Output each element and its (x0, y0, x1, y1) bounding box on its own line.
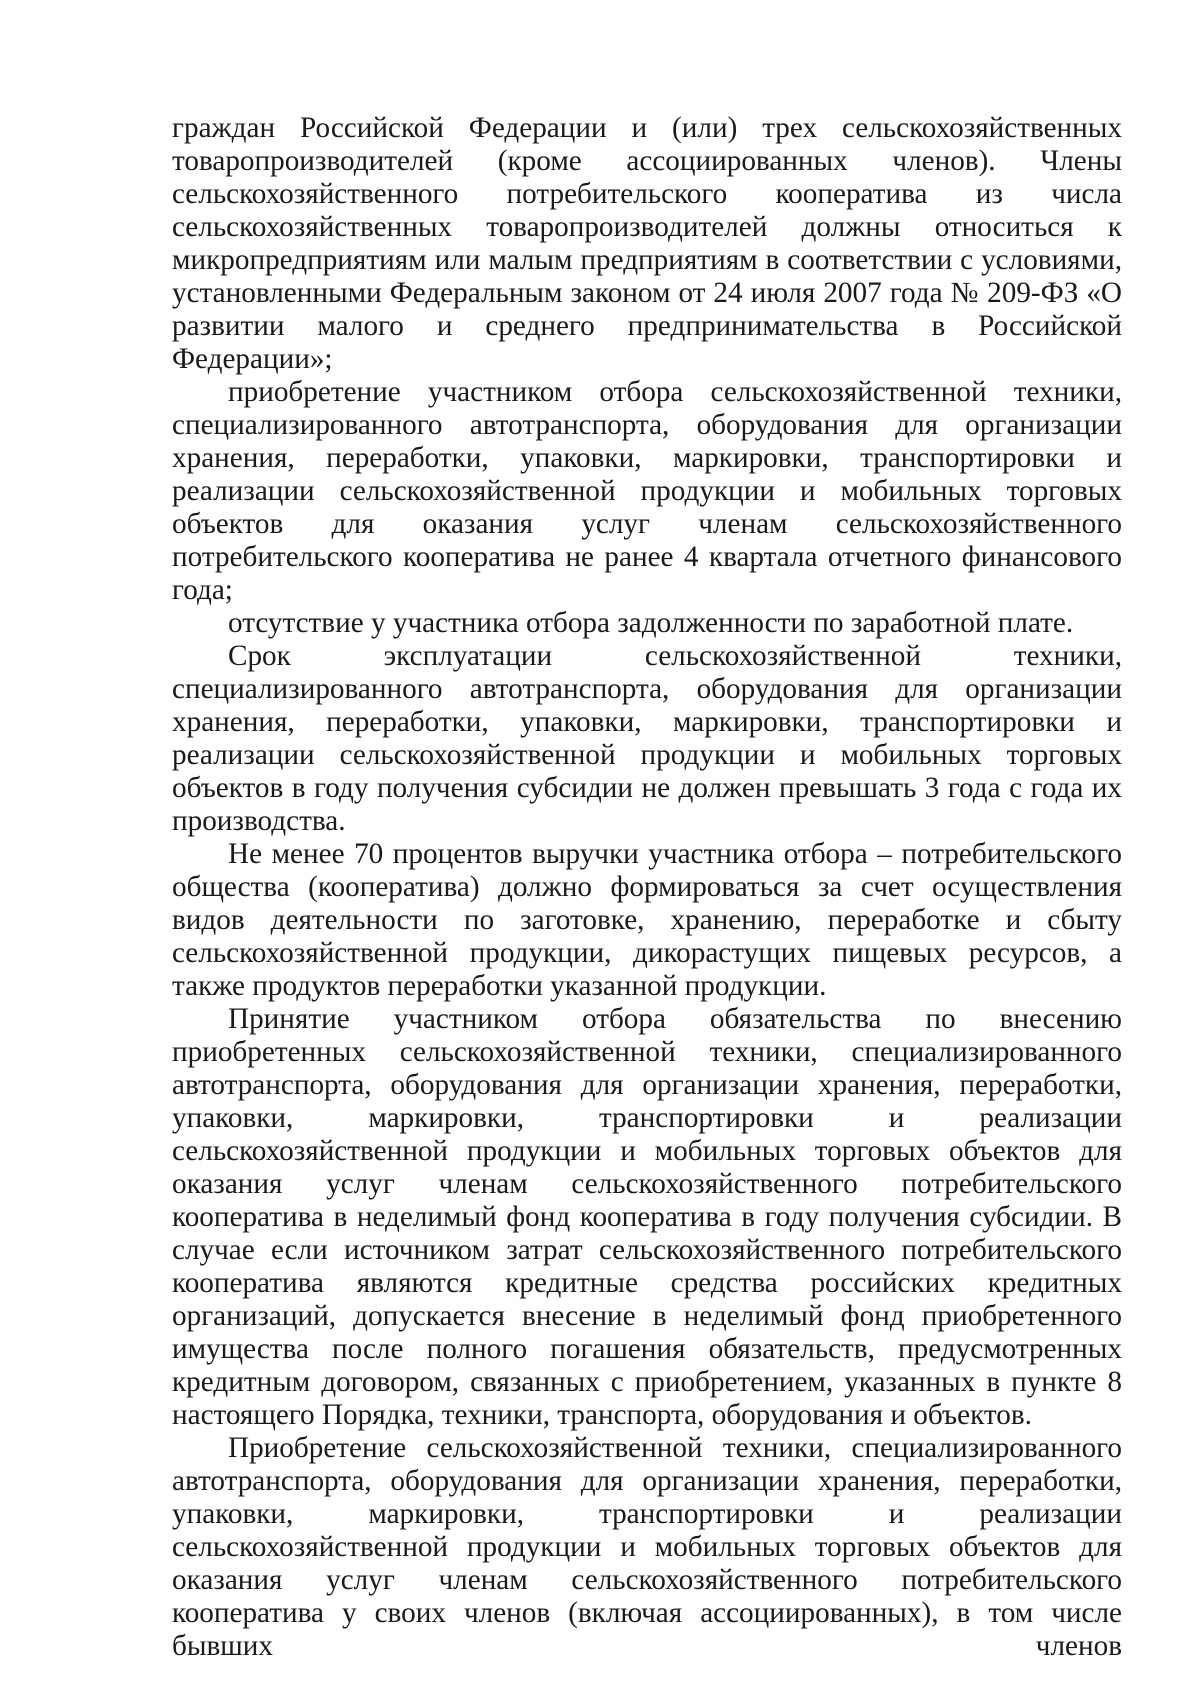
paragraph-revenue-share: Не менее 70 процентов выручки участника отбора – потребительского общества (кооператива) должно формироваться за счет осуществления видов деятельности по заготовке, хранению, переработке и сбыту сельскохозяйственной продукции, дикорастущих пищевых ресурсов, а также продуктов переработки указанной продукции. (172, 838, 1122, 1002)
paragraph-equipment-purchase: приобретение участником отбора сельскохозяйственной техники, специализированного автотранспорта, оборудования для организации хранения, переработки, упаковки, маркировки, транспортировки и реализации сельскохозяйственной продукции и мобильных торговых объектов для оказания услуг членам сельскохозяйственного потребительского кооператива не ранее 4 квартала отчетного финансового года; (172, 376, 1122, 606)
paragraph-service-life: Срок эксплуатации сельскохозяйственной техники, специализированного автотранспорта, оборудования для организации хранения, переработки, упаковки, маркировки, транспортировки и реализации сельскохозяйственной продукции и мобильных торговых объектов в году получения субсидии не должен превышать 3 года с года их производства. (172, 640, 1122, 837)
paragraph-indivisible-fund: Принятие участником отбора обязательства по внесению приобретенных сельскохозяйственной техники, специализированного автотранспорта, оборудования для организации хранения, переработки, упаковки, маркировки, транспортировки и реализации сельскохозяйственной продукции и мобильных торговых объектов для оказания услуг членам сельскохозяйственного потребительского кооператива в неделимый фонд кооператива в году получения субсидии. В случае если источником затрат сельскохозяйственного потребительского кооператива являются кредитные средства российских кредитных организаций, допускается внесение в неделимый фонд приобретенного имущества после полного погашения обязательств, предусмотренных кредитным договором, связанных с приобретением, указанных в пункте 8 настоящего Порядка, техники, транспорта, оборудования и объектов. (172, 1003, 1122, 1431)
paragraph-continuation: граждан Российской Федерации и (или) трех сельскохозяйственных товаропроизводителей (кроме ассоциированных членов). Члены сельскохозяйственного потребительского кооператива из числа сельскохозяйственных товаропроизводителей должны относиться к микропредприятиям или малым предприятиям в соответствии с условиями, установленными Федеральным законом от 24 июля 2007 года № 209-ФЗ «О развитии малого и среднего предпринимательства в Российской Федерации»; (172, 112, 1122, 375)
document-body (172, 112, 1122, 1663)
paragraph-purchase-from-members: Приобретение сельскохозяйственной техники, специализированного автотранспорта, оборудования для организации хранения, переработки, упаковки, маркировки, транспортировки и реализации сельскохозяйственной продукции и мобильных торговых объектов для оказания услуг членам сельскохозяйственного потребительского кооператива у своих членов (включая ассоциированных), в том числе бывших членов (172, 1432, 1122, 1662)
paragraph-no-wage-debt: отсутствие у участника отбора задолженности по заработной плате. (228, 607, 1074, 639)
